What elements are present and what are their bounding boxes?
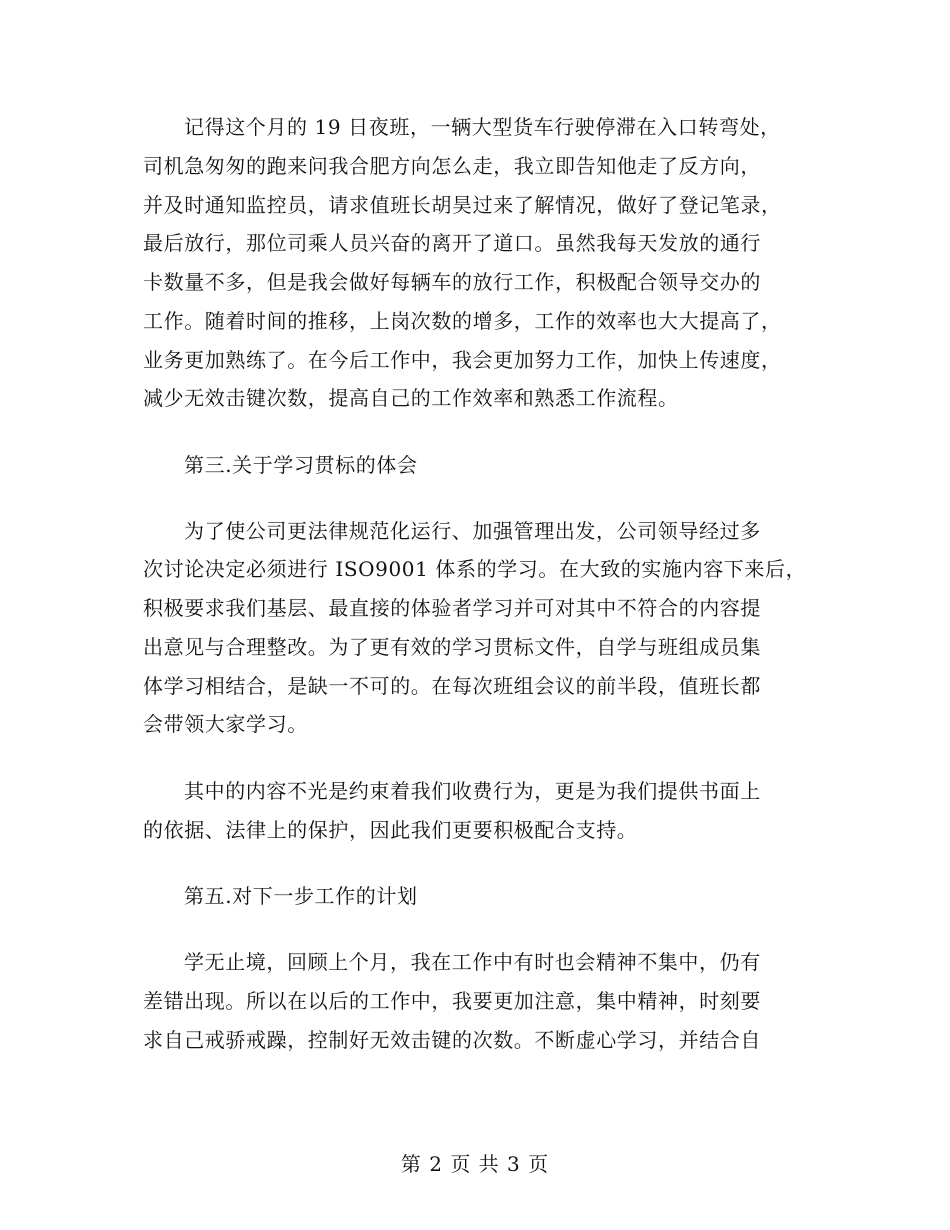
section-heading: 第三.关于学习贯标的体会 <box>184 453 418 477</box>
page-number-footer: 第 2 页 共 3 页 <box>400 1152 550 1176</box>
paragraph-line: 会带领大家学习。 <box>143 712 308 736</box>
paragraph-line: 出意见与合理整改。为了更有效的学习贯标文件，自学与班组成员集 <box>143 635 761 659</box>
paragraph-line: 学无止境，回顾上个月，我在工作中有时也会精神不集中，仍有 <box>184 950 761 974</box>
paragraph-line: 为了使公司更法律规范化运行、加强管理出发，公司领导经过多 <box>184 519 761 543</box>
paragraph-line: 的依据、法律上的保护，因此我们更要积极配合支持。 <box>143 818 638 842</box>
paragraph-line: 并及时通知监控员，请求值班长胡昊过来了解情况，做好了登记笔录， <box>143 193 782 217</box>
paragraph-line: 卡数量不多，但是我会做好每辆车的放行工作，积极配合领导交办的 <box>143 270 761 294</box>
paragraph-line: 最后放行，那位司乘人员兴奋的离开了道口。虽然我每天发放的通行 <box>143 231 761 255</box>
paragraph-line: 求自己戒骄戒躁，控制好无效击键的次数。不断虚心学习，并结合自 <box>143 1028 761 1052</box>
paragraph-line: 其中的内容不光是约束着我们收费行为，更是为我们提供书面上 <box>184 779 761 803</box>
paragraph-line: 司机急匆匆的跑来问我合肥方向怎么走，我立即告知他走了反方向， <box>143 154 761 178</box>
paragraph-line: 工作。随着时间的推移，上岗次数的增多，工作的效率也大大提高了， <box>143 309 782 333</box>
paragraph-line: 差错出现。所以在以后的工作中，我要更加注意，集中精神，时刻要 <box>143 989 761 1013</box>
paragraph-line: 减少无效击键次数，提高自己的工作效率和熟悉工作流程。 <box>143 386 679 410</box>
paragraph-line: 记得这个月的 19 日夜班，一辆大型货车行驶停滞在入口转弯处， <box>184 115 781 139</box>
paragraph-line: 业务更加熟练了。在今后工作中，我会更加努力工作，加快上传速度， <box>143 348 782 372</box>
section-heading: 第五.对下一步工作的计划 <box>184 884 418 908</box>
paragraph-line: 体学习相结合，是缺一不可的。在每次班组会议的前半段，值班长都 <box>143 674 761 698</box>
paragraph-line: 次讨论决定必须进行 ISO9001 体系的学习。在大致的实施内容下来后， <box>143 557 807 581</box>
paragraph-line: 积极要求我们基层、最直接的体验者学习并可对其中不符合的内容提 <box>143 596 761 620</box>
